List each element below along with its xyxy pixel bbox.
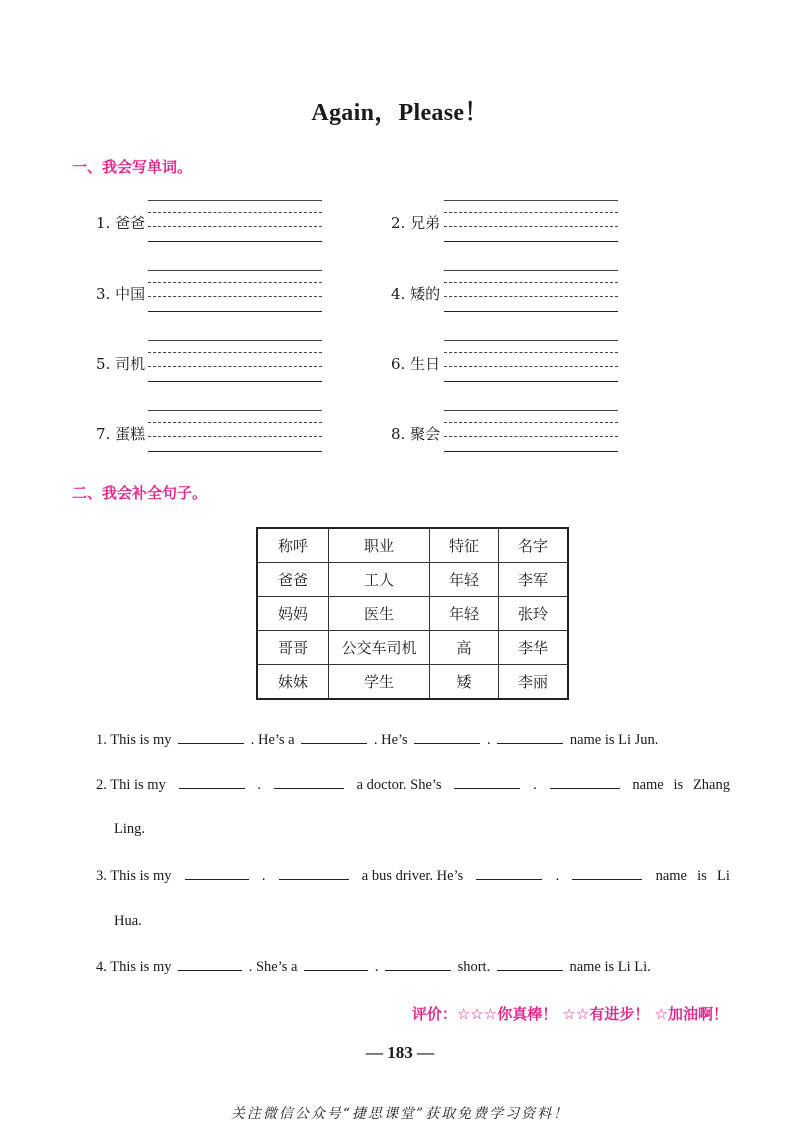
- table-cell: 公交车司机: [329, 631, 430, 665]
- answer-blank[interactable]: [497, 958, 563, 971]
- answer-blank[interactable]: [414, 731, 480, 744]
- table-cell: 特征: [430, 528, 499, 563]
- sentence-2: [96, 776, 730, 794]
- writing-grid[interactable]: [148, 410, 322, 452]
- table-cell: 妹妹: [257, 665, 329, 700]
- sentence-3: [96, 867, 730, 885]
- sentence-text: name: [632, 777, 664, 793]
- sentence-4: [96, 958, 651, 976]
- answer-blank[interactable]: [476, 867, 542, 880]
- word-item-label: 3. 中国: [96, 285, 146, 303]
- sentence-text: 3. This is my: [96, 868, 172, 884]
- table-cell: 年轻: [430, 563, 499, 597]
- word-item-label: 4. 矮的: [391, 285, 441, 303]
- writing-grid[interactable]: [148, 340, 322, 382]
- writing-grid[interactable]: [444, 200, 618, 242]
- sentence-text: is: [697, 868, 707, 884]
- sentence-3-continuation: Hua.: [114, 913, 142, 929]
- section-2-heading: 二、我会补全句子。: [72, 484, 208, 502]
- sentence-text: .: [374, 959, 379, 975]
- table-cell: 医生: [329, 597, 430, 631]
- sentence-text: 1. This is my: [96, 732, 172, 748]
- sentence-text: is: [673, 777, 684, 793]
- answer-blank[interactable]: [179, 776, 245, 789]
- table-cell: 职业: [329, 528, 430, 563]
- sentence-text: name: [655, 868, 687, 884]
- sentence-text: 4. This is my: [96, 959, 172, 975]
- evaluation-line: 评价：☆☆☆你真棒！ ☆☆有进步！ ☆加油啊！: [411, 1005, 728, 1023]
- sentence-text: . She’s a: [248, 959, 298, 975]
- writing-grid[interactable]: [148, 270, 322, 312]
- sentence-text: . He’s: [373, 732, 408, 748]
- table-cell: 哥哥: [257, 631, 329, 665]
- word-item-label: 5. 司机: [96, 355, 146, 373]
- answer-blank[interactable]: [385, 958, 451, 971]
- word-item-label: 1. 爸爸: [96, 214, 146, 232]
- sentence-text: short.: [457, 959, 491, 975]
- table-header-row: [257, 528, 568, 563]
- answer-blank[interactable]: [550, 776, 620, 789]
- sentence-text: .: [261, 868, 266, 884]
- info-table: [256, 527, 569, 700]
- page-title: Again，Please！: [311, 100, 489, 126]
- answer-blank[interactable]: [279, 867, 349, 880]
- answer-blank[interactable]: [454, 776, 520, 789]
- writing-grid[interactable]: [444, 410, 618, 452]
- sentence-text: Zhang: [692, 777, 730, 793]
- table-cell: 爸爸: [257, 563, 329, 597]
- sentence-2-continuation: Ling.: [114, 821, 146, 837]
- table-cell: 李军: [499, 563, 569, 597]
- word-item-label: 8. 聚会: [391, 425, 441, 443]
- sentence-text: 2. Thi is my: [96, 777, 166, 793]
- sentence-text: .: [257, 777, 262, 793]
- table-cell: 矮: [430, 665, 499, 700]
- sentence-text: .: [486, 732, 491, 748]
- sentence-text: .: [533, 777, 537, 793]
- section-1-heading: 一、我会写单词。: [72, 158, 193, 176]
- answer-blank[interactable]: [185, 867, 249, 880]
- table-row: [257, 563, 568, 597]
- table-cell: 工人: [329, 563, 430, 597]
- table-cell: 李华: [499, 631, 569, 665]
- sentence-text: .: [555, 868, 560, 884]
- answer-blank[interactable]: [304, 958, 368, 971]
- sentence-text: name is Li Jun.: [569, 732, 659, 748]
- table-cell: 名字: [499, 528, 569, 563]
- sentence-text: Li: [717, 868, 730, 884]
- answer-blank[interactable]: [301, 731, 367, 744]
- sentence-text: a bus driver. He’s: [361, 868, 464, 884]
- writing-grid[interactable]: [148, 200, 322, 242]
- table-cell: 李丽: [499, 665, 569, 700]
- answer-blank[interactable]: [497, 731, 563, 744]
- sentence-text: a doctor. She’s: [356, 777, 442, 793]
- table-row: [257, 631, 568, 665]
- sentence-text: name is Li Li.: [569, 959, 651, 975]
- table-cell: 称呼: [257, 528, 329, 563]
- page-number: — 183 —: [366, 1043, 434, 1062]
- sentence-text: . He’s a: [250, 732, 295, 748]
- footer-note: 关注微信公众号“捷思课堂”获取免费学习资料！: [230, 1106, 570, 1122]
- answer-blank[interactable]: [572, 867, 642, 880]
- table-row: [257, 597, 568, 631]
- word-item-label: 7. 蛋糕: [96, 425, 146, 443]
- table-cell: 高: [430, 631, 499, 665]
- table-row: [257, 665, 568, 700]
- table-cell: 年轻: [430, 597, 499, 631]
- answer-blank[interactable]: [178, 958, 242, 971]
- writing-grid[interactable]: [444, 270, 618, 312]
- answer-blank[interactable]: [274, 776, 344, 789]
- answer-blank[interactable]: [178, 731, 244, 744]
- table-cell: 张玲: [499, 597, 569, 631]
- table-cell: 学生: [329, 665, 430, 700]
- word-item-label: 2. 兄弟: [391, 214, 441, 232]
- table-cell: 妈妈: [257, 597, 329, 631]
- sentence-1: [96, 731, 658, 749]
- word-item-label: 6. 生日: [391, 355, 441, 373]
- writing-grid[interactable]: [444, 340, 618, 382]
